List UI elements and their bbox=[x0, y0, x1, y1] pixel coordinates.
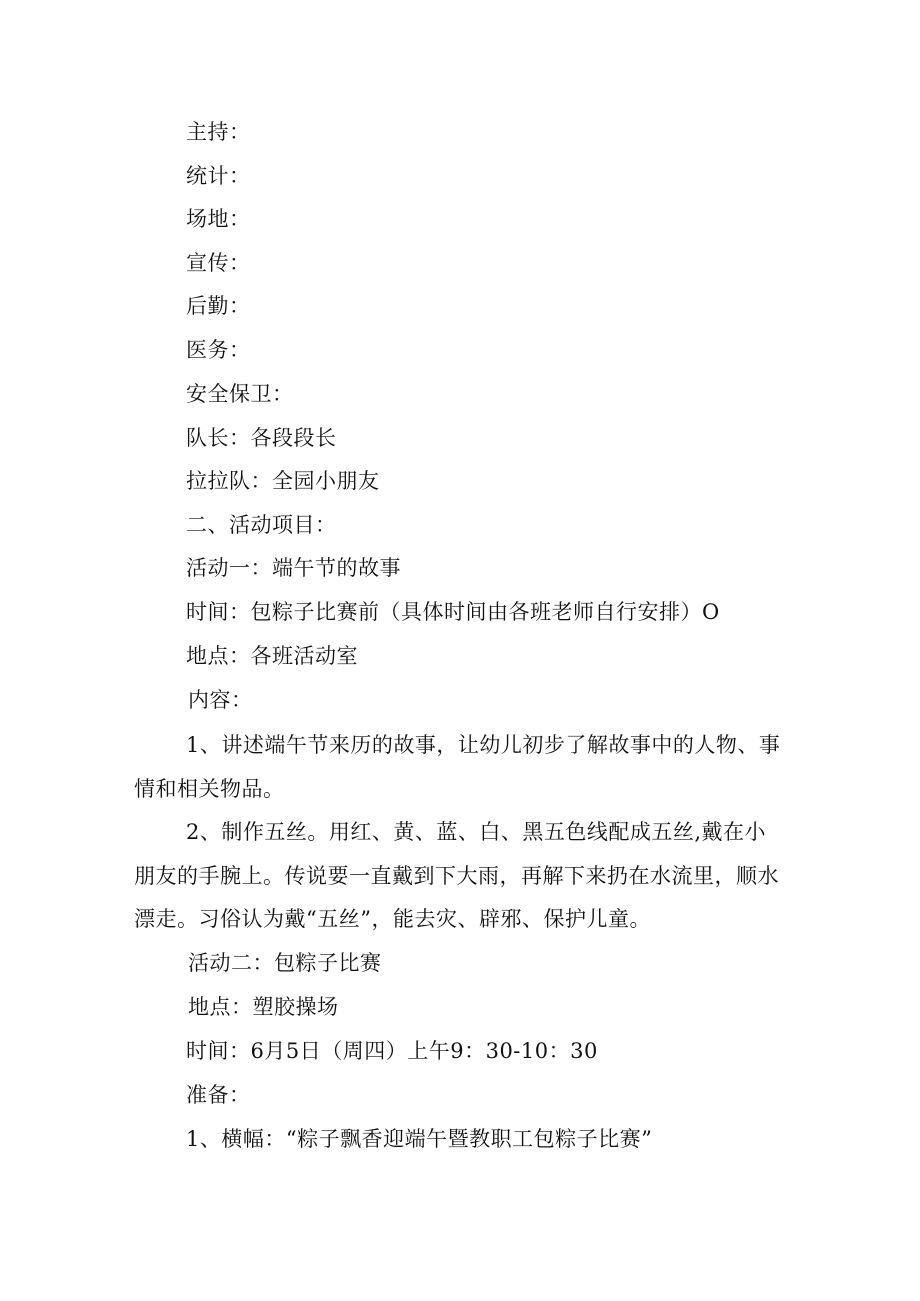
content-label: 内容： bbox=[188, 688, 253, 712]
content-item-1: 1、讲述端午节来历的故事，让幼儿初步了解故事中的人物、事情和相关物品。 bbox=[134, 733, 781, 801]
activity-two-time: 时间：6月5日（周四）上午9：30-10：30 bbox=[186, 1039, 598, 1063]
statistics-line: 统计： bbox=[186, 164, 251, 188]
venue-staff-line: 场地： bbox=[186, 207, 251, 231]
security-line: 安全保卫： bbox=[186, 382, 294, 406]
prepare-item-1: 1、横幅：“粽子飘香迎端午暨教职工包粽子比赛” bbox=[186, 1127, 653, 1151]
cheerleaders-line: 拉拉队：全园小朋友 bbox=[186, 469, 380, 493]
section-two-heading: 二、活动项目： bbox=[186, 513, 337, 537]
activity-one-place: 地点：各班活动室 bbox=[186, 644, 358, 668]
publicity-line: 宣传： bbox=[186, 251, 251, 275]
captain-line: 队长：各段段长 bbox=[186, 426, 337, 450]
host-line: 主持： bbox=[186, 120, 251, 144]
medical-line: 医务： bbox=[186, 338, 251, 362]
content-item-2: 2、制作五丝。用红、黄、蓝、白、黑五色线配成五丝,戴在小朋友的手腕上。传说要一直戴到下大雨，再解下来扔在水流里，顺水漂走。习俗认为戴“五丝”，能去灾、辟邪、保护儿童。 bbox=[134, 820, 779, 931]
activity-one-time: 时间：包粽子比赛前（具体时间由各班老师自行安排）O bbox=[186, 600, 720, 624]
logistics-line: 后勤： bbox=[186, 294, 251, 318]
activity-two-place: 地点：塑胶操场 bbox=[188, 995, 339, 1019]
activity-one-title: 活动一：端午节的故事 bbox=[186, 556, 401, 580]
activity-two-title: 活动二：包粽子比赛 bbox=[188, 951, 382, 975]
prepare-label: 准备： bbox=[186, 1083, 251, 1107]
